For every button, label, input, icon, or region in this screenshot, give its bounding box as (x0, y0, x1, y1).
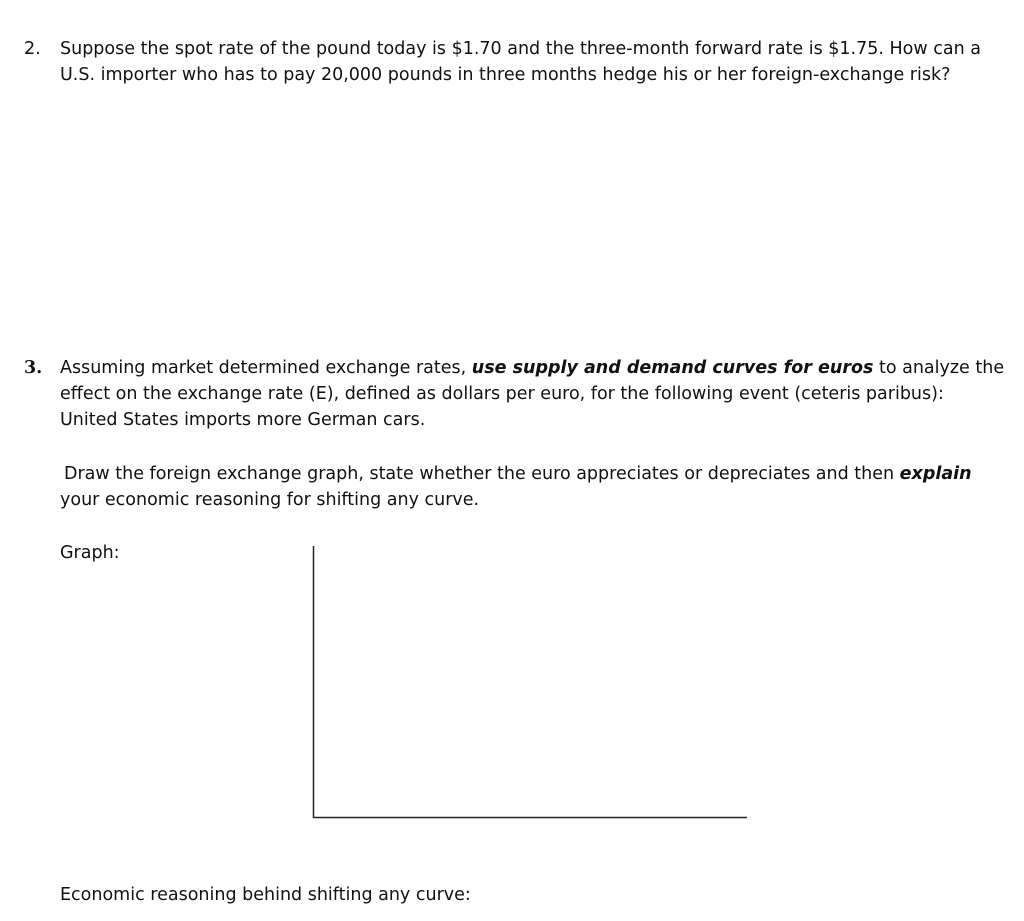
emphasized-text: use supply and demand curves for euros (471, 358, 874, 378)
reasoning-label: Economic reasoning behind shifting any curve: (60, 885, 471, 905)
instruction-line: your economic reasoning for shifting any curve. (60, 490, 480, 510)
question-text-run: Assuming market determined exchange rates, (60, 358, 472, 378)
instruction-text-run: Draw the foreign exchange graph, state whether the euro appreciates or depreciates and then (64, 464, 900, 484)
question-line: effect on the exchange rate (E), defined as dollars per euro, for the following event (ceteris paribus): (60, 384, 944, 404)
question-line: Suppose the spot rate of the pound today is $1.70 and the three-month forward rate is $1.75. How can a (60, 39, 981, 59)
graph-label: Graph: (60, 543, 120, 563)
question-number: 3. (24, 358, 43, 378)
question-number: 2. (24, 39, 41, 59)
question-line: U.S. importer who has to pay 20,000 pounds in three months hedge his or her foreign-exchange risk? (60, 65, 951, 85)
question-line: United States imports more German cars. (60, 410, 426, 430)
question-text-run: to analyze the (873, 358, 1005, 378)
emphasized-text: explain (899, 464, 972, 484)
